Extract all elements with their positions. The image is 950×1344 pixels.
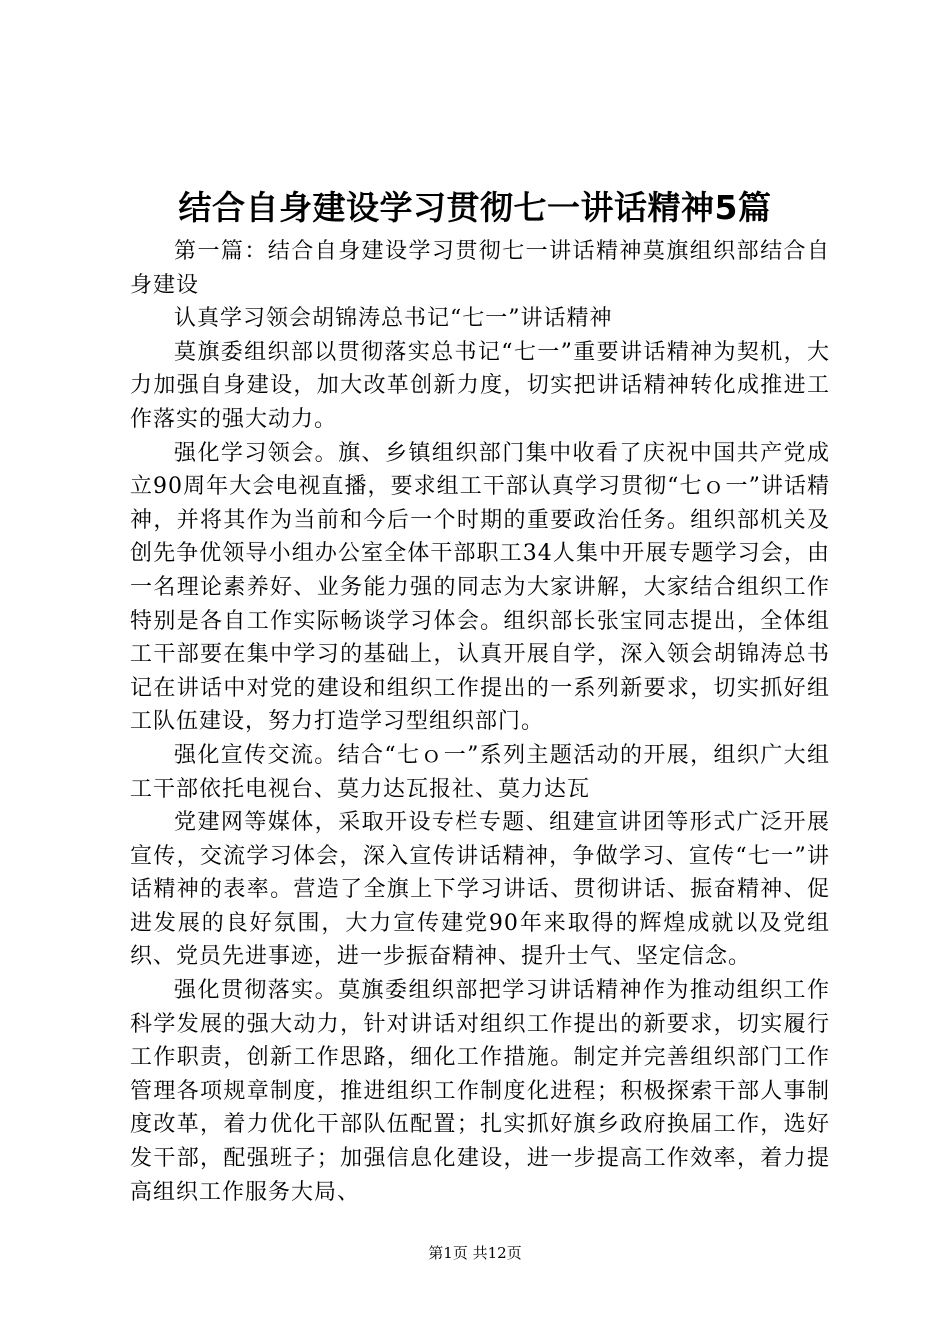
- paragraph-publicity-continued: 党建网等媒体，采取开设专栏专题、组建宣讲团等形式广泛开展宣传，交流学习体会，深入宣传讲话精神，争做学习、宣传“七一”讲话精神的表率。营造了全旗上下学习讲话、贯彻讲话、振奋精神、促进发展的良好氛围，大力宣传建党90年来取得的辉煌成就以及党组织、党员先进事迹，进一步振奋精神、提升士气、坚定信念。: [130, 810, 830, 970]
- paragraph-subheading: 认真学习领会胡锦涛总书记“七一”讲话精神: [174, 306, 613, 332]
- paragraph-intro: 莫旗委组织部以贯彻落实总书记“七一”重要讲话精神为契机，大力加强自身建设，加大改革创新力度，切实把讲话精神转化成推进工作落实的强大动力。: [130, 339, 830, 432]
- paragraph-publicity: 强化宣传交流。结合“七ｏ一”系列主题活动的开展，组织广大组工干部依托电视台、莫力达瓦报社、莫力达瓦: [130, 742, 830, 802]
- paragraph-study: 强化学习领会。旗、乡镇组织部门集中收看了庆祝中国共产党成立90周年大会电视直播，要求组工干部认真学习贯彻“七ｏ一”讲话精神，并将其作为当前和今后一个时期的重要政治任务。组织部机关及创先争优领导小组办公室全体干部职工34人集中开展专题学习会，由一名理论素养好、业务能力强的同志为大家讲解，大家结合组织工作特别是各自工作实际畅谈学习体会。组织部长张宝同志提出，全体组工干部要在集中学习的基础上，认真开展自学，深入领会胡锦涛总书记在讲话中对党的建设和组织工作提出的一系列新要求，切实抓好组工队伍建设，努力打造学习型组织部门。: [130, 440, 830, 735]
- paragraph-implementation: 强化贯彻落实。莫旗委组织部把学习讲话精神作为推动组织工作科学发展的强大动力，针对讲话对组织工作提出的新要求，切实履行工作职责，创新工作思路，细化工作措施。制定并完善组织部门工作管理各项规章制度，推进组织工作制度化进程；积极探索干部人事制度改革，着力优化干部队伍配置；扎实抓好旗乡政府换届工作，选好发干部，配强班子；加强信息化建设，进一步提高工作效率，着力提高组织工作服务大局、: [130, 978, 830, 1205]
- document-body: [130, 235, 830, 1209]
- document-title: 结合自身建设学习贯彻七一讲话精神5篇: [178, 188, 772, 227]
- page-number-footer: 第1页 共12页: [428, 1244, 522, 1262]
- paragraph-chapter-heading: 第一篇：结合自身建设学习贯彻七一讲话精神莫旗组织部结合自身建设: [130, 239, 830, 298]
